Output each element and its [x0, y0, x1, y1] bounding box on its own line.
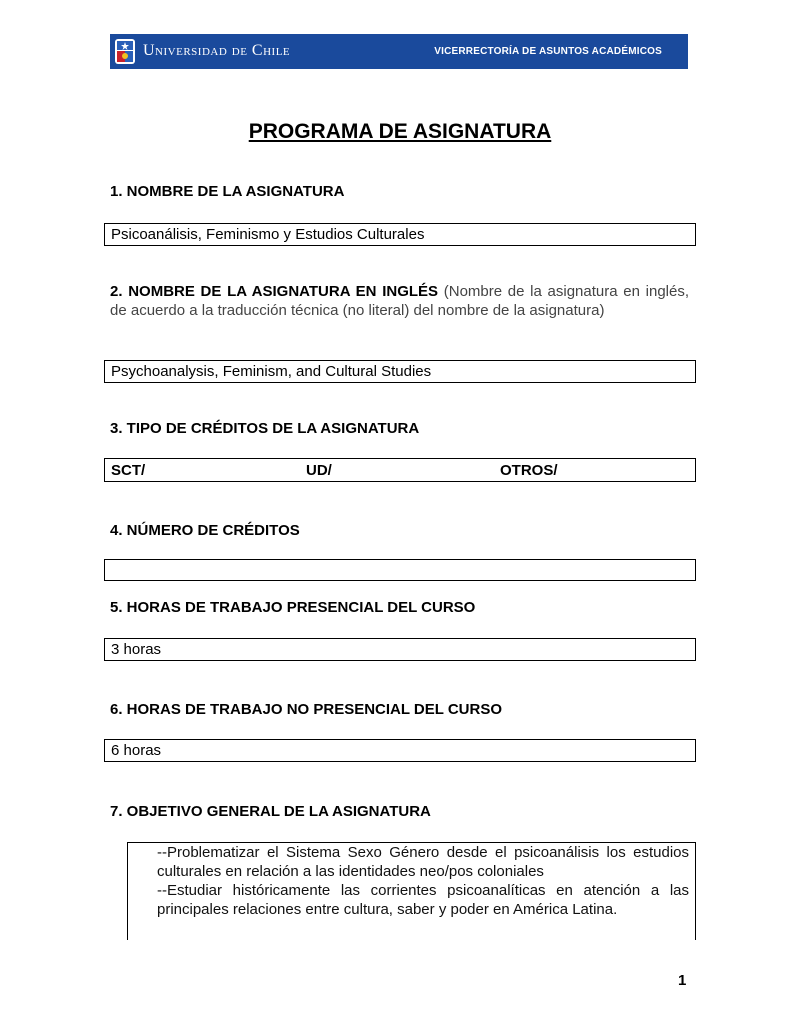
credit-ud-label: UD/: [306, 462, 332, 479]
section-1-value: Psicoanálisis, Feminismo y Estudios Culturales: [111, 226, 425, 243]
vicerrectoria-name: VICERRECTORÍA DE ASUNTOS ACADÉMICOS: [434, 46, 662, 57]
section-1-heading: 1. NOMBRE DE LA ASIGNATURA: [110, 183, 345, 200]
section-2-value: Psychoanalysis, Feminism, and Cultural Studies: [111, 363, 432, 380]
section-3-heading: 3. TIPO DE CRÉDITOS DE LA ASIGNATURA: [110, 420, 420, 437]
section-5-value-box: [104, 638, 696, 661]
section-1-value-box: [104, 223, 696, 246]
section-4-heading: 4. NÚMERO DE CRÉDITOS: [110, 522, 300, 539]
objective-item: --Problematizar el Sistema Sexo Género desde el psicoanálisis los estudios culturales en relación a las identidades neo/pos coloniales: [157, 844, 689, 880]
section-2-heading: 2. NOMBRE DE LA ASIGNATURA EN INGLÉS: [110, 283, 439, 300]
university-crest-icon: [114, 38, 136, 65]
page-title: PROGRAMA DE ASIGNATURA: [248, 120, 552, 143]
header-banner: [110, 34, 688, 69]
university-name: Universidad de Chile: [143, 42, 291, 59]
credit-types-box: [104, 458, 696, 482]
section-7-heading: 7. OBJETIVO GENERAL DE LA ASIGNATURA: [110, 803, 431, 820]
credit-otros-label: OTROS/: [500, 462, 558, 479]
section-6-heading: 6. HORAS DE TRABAJO NO PRESENCIAL DEL CURSO: [110, 701, 502, 718]
section-5-heading: 5. HORAS DE TRABAJO PRESENCIAL DEL CURSO: [110, 599, 476, 616]
section-2-description: (Nombre de la asignatura en inglés, de acuerdo a la traducción técnica (no literal) del nombre de la asignatura): [110, 283, 690, 319]
section-5-value: 3 horas: [111, 641, 162, 658]
page-number: 1: [678, 972, 687, 989]
objective-text: [157, 843, 689, 919]
section-6-value: 6 horas: [111, 742, 162, 759]
section-4-value-box: [104, 559, 696, 581]
section-6-value-box: [104, 739, 696, 762]
section-2-value-box: [104, 360, 696, 383]
objective-item: --Estudiar históricamente las corrientes psicoanalíticas en atención a las principales relaciones entre cultura, saber y poder en América Latina.: [157, 882, 689, 918]
credit-sct-label: SCT/: [111, 462, 146, 479]
section-2-text: [110, 282, 689, 320]
